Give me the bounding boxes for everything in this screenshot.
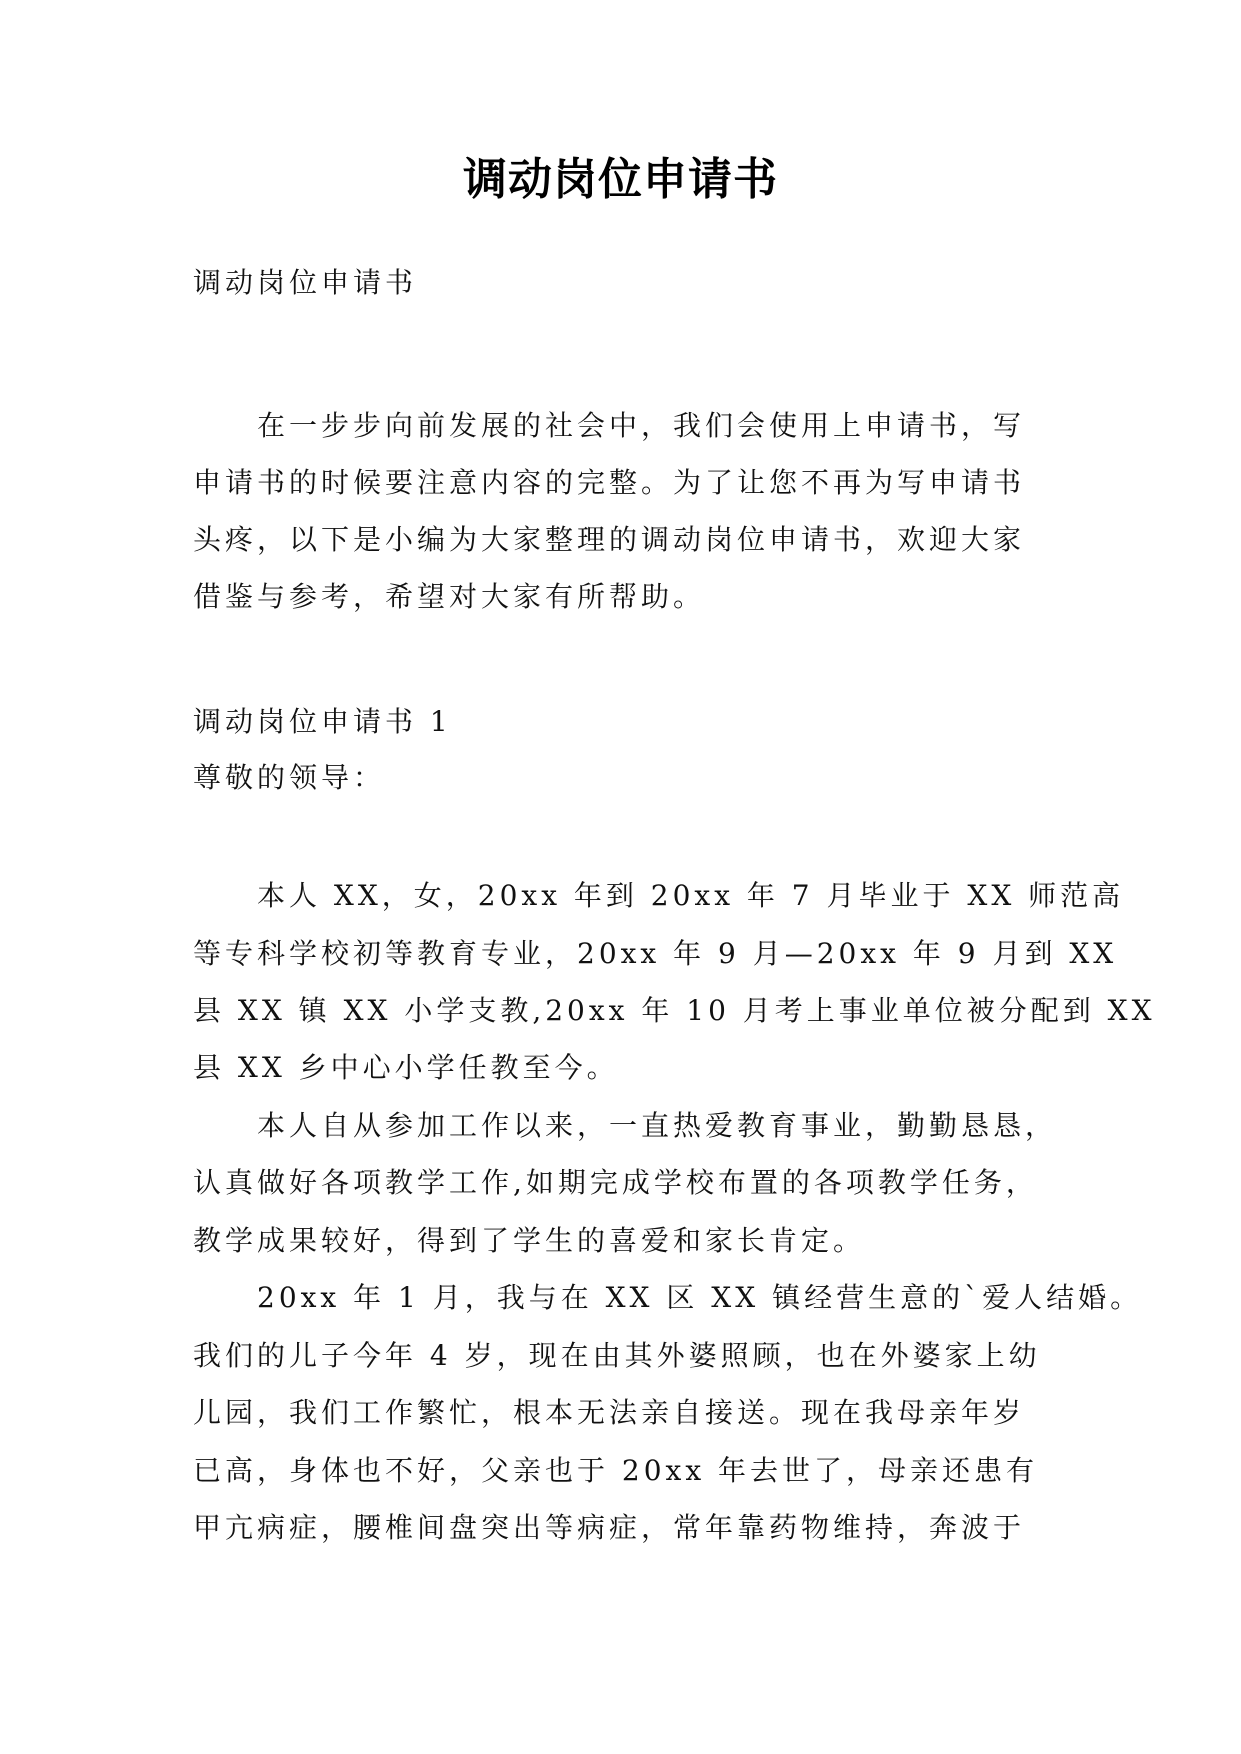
paragraph-line: 本人 XX，女，20xx 年到 20xx 年 7 月毕业于 XX 师范高 xyxy=(193,879,1125,912)
paragraph-line: 等专科学校初等教育专业，20xx 年 9 月—20xx 年 9 月到 XX xyxy=(193,937,1118,970)
paragraph-line: 本人自从参加工作以来，一直热爱教育事业，勤勤恳恳， xyxy=(193,1109,1058,1142)
intro-line: 借鉴与参考，希望对大家有所帮助。 xyxy=(193,580,706,613)
paragraph-line: 教学成果较好，得到了学生的喜爱和家长肯定。 xyxy=(193,1224,866,1257)
intro-line: 申请书的时候要注意内容的完整。为了让您不再为写申请书 xyxy=(193,466,1026,499)
paragraph-line: 我们的儿子今年 4 岁，现在由其外婆照顾，也在外婆家上幼 xyxy=(193,1339,1041,1372)
intro-line: 头疼，以下是小编为大家整理的调动岗位申请书，欢迎大家 xyxy=(193,523,1026,556)
paragraph-line: 县 XX 镇 XX 小学支教,20xx 年 10 月考上事业单位被分配到 XX xyxy=(193,994,1156,1027)
paragraph-line: 儿园，我们工作繁忙，根本无法亲自接送。现在我母亲年岁 xyxy=(193,1396,1026,1429)
paragraph-line: 县 XX 乡中心小学任教至今。 xyxy=(193,1051,619,1084)
section-heading: 调动岗位申请书 1 xyxy=(193,705,452,738)
document-title: 调动岗位申请书 xyxy=(463,154,778,205)
document-subtitle: 调动岗位申请书 xyxy=(193,266,418,299)
paragraph-line: 甲亢病症，腰椎间盘突出等病症，常年靠药物维持，奔波于 xyxy=(193,1511,1026,1544)
paragraph-line: 20xx 年 1 月，我与在 XX 区 XX 镇经营生意的`爱人结婚。 xyxy=(193,1281,1143,1314)
salutation: 尊敬的领导： xyxy=(193,761,386,794)
intro-line: 在一步步向前发展的社会中，我们会使用上申请书，写 xyxy=(193,409,1026,442)
paragraph-line: 认真做好各项教学工作,如期完成学校布置的各项教学任务， xyxy=(193,1166,1038,1199)
paragraph-line: 已高，身体也不好，父亲也于 20xx 年去世了，母亲还患有 xyxy=(193,1454,1039,1487)
